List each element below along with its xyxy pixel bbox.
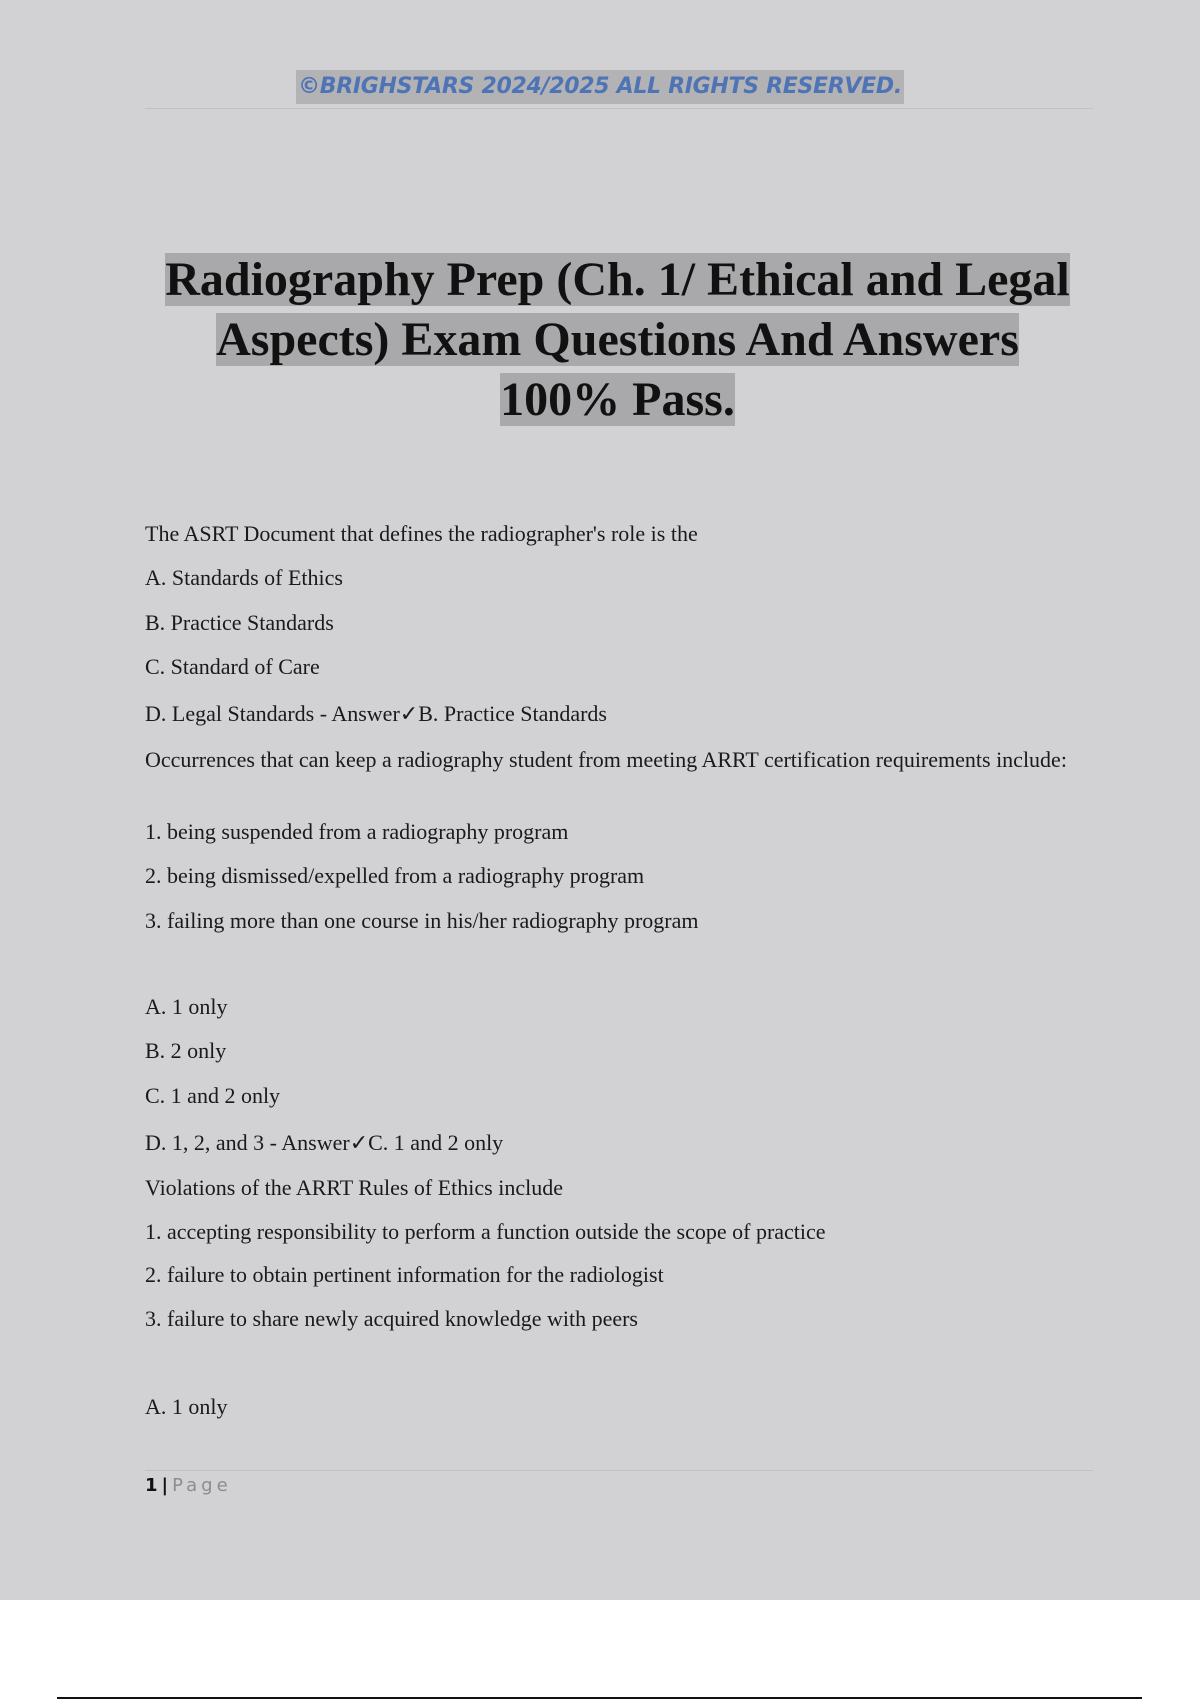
- question-3-text: Violations of the ARRT Rules of Ethics include: [145, 1175, 563, 1200]
- page-footer: [145, 1473, 232, 1499]
- copyright-header: ©BRIGHSTARS 2024/2025 ALL RIGHTS RESERVED.: [296, 70, 904, 104]
- page-separator: |: [161, 1475, 169, 1496]
- header-divider: [145, 108, 1093, 109]
- question-2-item-1: 1. being suspended from a radiography program: [145, 819, 569, 844]
- question-1-option-b: B. Practice Standards: [145, 610, 334, 635]
- document-title: [120, 250, 1115, 430]
- question-2-item-3: 3. failing more than one course in his/her radiography program: [145, 908, 699, 933]
- question-2-item-2: 2. being dismissed/expelled from a radiography program: [145, 863, 645, 888]
- question-3-item-3: 3. failure to share newly acquired knowledge with peers: [145, 1306, 638, 1331]
- title-line-1: Radiography Prep (Ch. 1/ Ethical and Legal: [165, 253, 1070, 306]
- question-1-option-a: A. Standards of Ethics: [145, 565, 343, 590]
- next-page-top-rule: [57, 1697, 1142, 1699]
- question-2-option-b: B. 2 only: [145, 1038, 227, 1063]
- question-3-item-1: 1. accepting responsibility to perform a function outside the scope of practice: [145, 1219, 826, 1244]
- page-header: [0, 70, 1200, 104]
- question-3-item-2: 2. failure to obtain pertinent information for the radiologist: [145, 1262, 664, 1287]
- title-line-3: 100% Pass.: [500, 373, 735, 426]
- question-2-text: Occurrences that can keep a radiography student from meeting ARRT certification requirements include:: [145, 747, 1067, 772]
- question-1-option-c: C. Standard of Care: [145, 654, 320, 679]
- question-1-text: The ASRT Document that defines the radiographer's role is the: [145, 521, 698, 546]
- page-number: 1: [145, 1475, 158, 1496]
- question-1-option-d-answer: D. Legal Standards - Answer✓B. Practice Standards: [145, 701, 607, 726]
- title-line-2: Aspects) Exam Questions And Answers: [216, 313, 1019, 366]
- question-2-option-d-answer: D. 1, 2, and 3 - Answer✓C. 1 and 2 only: [145, 1130, 504, 1155]
- question-2-option-a: A. 1 only: [145, 994, 228, 1019]
- question-2-option-c: C. 1 and 2 only: [145, 1083, 281, 1108]
- question-3-option-a: A. 1 only: [145, 1394, 228, 1419]
- footer-divider: [145, 1470, 1093, 1471]
- page-label: Page: [172, 1475, 232, 1496]
